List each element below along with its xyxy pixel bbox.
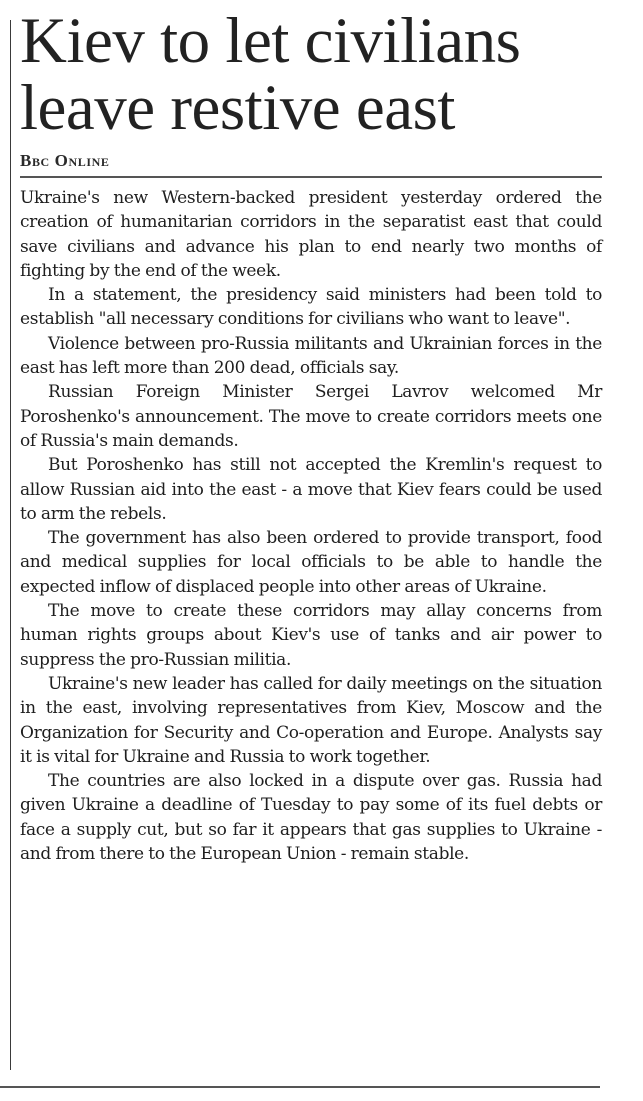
paragraph: Russian Foreign Minister Sergei Lavrov welcomed Mr Poroshenko's announcement. The move to create corridors meets one of Russia's main demands. bbox=[20, 382, 602, 451]
paragraph: The move to create these corridors may allay concerns from human rights groups about Kiev's use of tanks and air power to suppress the pro-Russian militia. bbox=[20, 601, 602, 670]
paragraph: In a statement, the presidency said ministers had been told to establish "all necessary conditions for civilians who want to leave". bbox=[20, 285, 602, 330]
bottom-divider bbox=[0, 1086, 600, 1088]
paragraph: The countries are also locked in a dispute over gas. Russia had given Ukraine a deadline of Tuesday to pay some of its fuel debts or face a supply cut, but so far it appears that gas supplies to Ukraine - and from there to the European Union - remain stable. bbox=[20, 771, 602, 865]
headline: Kiev to let civilians leave restive east bbox=[20, 5, 521, 144]
paragraph: Violence between pro-Russia militants and Ukrainian forces in the east has left more than 200 dead, officials say. bbox=[20, 333, 602, 379]
byline-divider bbox=[20, 176, 602, 178]
paragraph: Ukraine's new Western-backed president yesterday ordered the creation of humanitarian corridors in the separatist east that could save civilians and advance his plan to end nearly two months of fighting by the end of the week. bbox=[20, 188, 602, 281]
paragraph: The government has also been ordered to provide transport, food and medical supplies for local officials to be able to handle the expected inflow of displaced people into other areas of Ukraine. bbox=[20, 528, 602, 597]
paragraph: Ukraine's new leader has called for daily meetings on the situation in the east, involving representatives from Kiev, Moscow and the Organization for Security and Co-operation and Europe. Analysts say it is vital for Ukraine and Russia to work together. bbox=[20, 673, 602, 767]
article-body bbox=[20, 186, 602, 866]
left-column-rule bbox=[10, 20, 11, 1070]
paragraph: But Poroshenko has still not accepted the Kremlin's request to allow Russian aid into the east - a move that Kiev fears could be used to arm the rebels. bbox=[20, 455, 602, 524]
byline: Bbc Online bbox=[20, 151, 110, 170]
news-article bbox=[20, 5, 602, 866]
